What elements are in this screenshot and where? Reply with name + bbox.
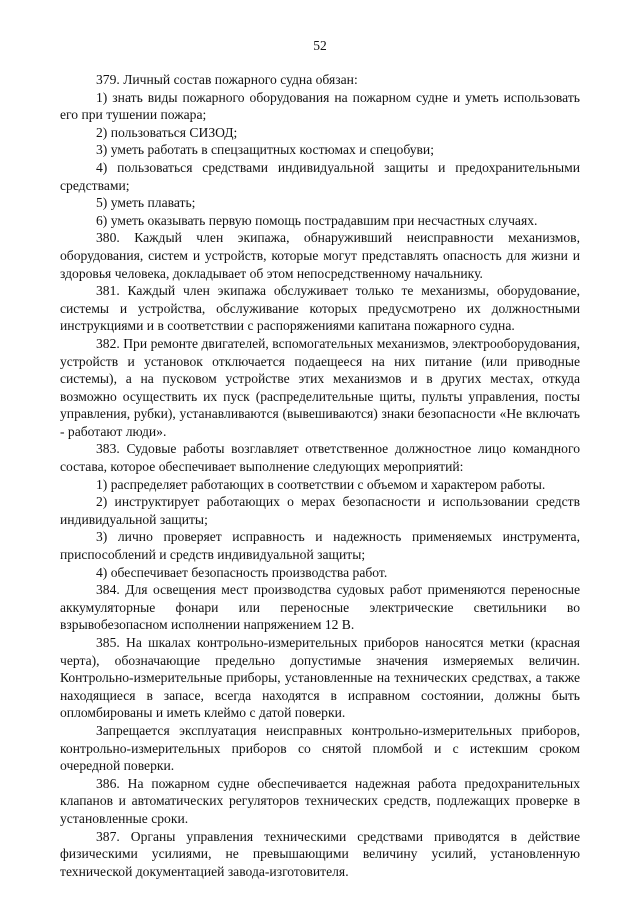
clause-384: 384. Для освещения мест производства судовых работ применяются переносные аккумуляторные фонари или переносные электрические светильники во взрывобезопасном исполнении напряжением 12 В. xyxy=(60,582,580,633)
clause-380: 380. Каждый член экипажа, обнаруживший неисправности механизмов, оборудования, систем и устройств, которые могут представлять опасность для жизни и здоровья человека, докладывает об этом непосредственному начальнику. xyxy=(60,230,580,281)
page-number: 52 xyxy=(313,38,327,53)
clause-379-item-1: 1) знать виды пожарного оборудования на пожарном судне и уметь использовать его при тушении пожара; xyxy=(60,89,580,123)
clause-383-intro: 383. Судовые работы возглавляет ответственное должностное лицо командного состава, которое обеспечивает выполнение следующих мероприятий: xyxy=(60,441,580,475)
clause-379-item-3: 3) уметь работать в спецзащитных костюмах и спецобуви; xyxy=(96,142,434,158)
clause-379-item-5: 5) уметь плавать; xyxy=(96,195,196,211)
document-body xyxy=(60,71,580,880)
clause-383-item-2: 2) инструктирует работающих о мерах безопасности и использовании средств индивидуальной защиты; xyxy=(60,494,580,527)
clause-383-item-3: 3) лично проверяет исправность и надежность применяемых инструмента, приспособлений и средств индивидуальной защиты; xyxy=(60,529,580,563)
clause-385: 385. На шкалах контрольно-измерительных приборов наносятся метки (красная черта), обозначающие предельно допустимые значения измеряемых величин. Контрольно-измерительные приборы, установленные на технических средствах, а также находящиеся в запасе, всегда находятся в исправном состоянии, должны быть опломбированы и иметь клеймо с датой поверки. xyxy=(60,635,580,721)
clause-379-item-2: 2) пользоваться СИЗОД; xyxy=(96,124,238,140)
clause-385-prohibition: Запрещается эксплуатация неисправных контрольно-измерительных приборов, контрольно-измерительных приборов со снятой пломбой и с истекшим сроком очередной поверки. xyxy=(60,722,580,774)
clause-379-intro: 379. Личный состав пожарного судна обязан: xyxy=(96,72,358,87)
clause-386: 386. На пожарном судне обеспечивается надежная работа предохранительных клапанов и автоматических регуляторов технических средств, подлежащих проверке в установленные сроки. xyxy=(60,775,580,826)
clause-387: 387. Органы управления техническими средствами приводятся в действие физическими усилиями, не превышающими величину усилий, установленную технической документацией завода-изготовителя. xyxy=(60,828,580,879)
clause-382: 382. При ремонте двигателей, вспомогательных механизмов, электрооборудования, устройств и установок отключается подаещееся на них питание (или приводные системы), а на пусковом устройстве этих механизмов и в других местах, откуда возможно осуществить их пуск (распределительные щиты, пульты управления, посты управления, рубки), устанавливаются (вывешиваются) знаки безопасности «Не включать - работают люди». xyxy=(60,335,580,439)
clause-379-item-6: 6) уметь оказывать первую помощь пострадавшим при несчастных случаях. xyxy=(96,212,538,228)
clause-379-item-4: 4) пользоваться средствами индивидуальной защиты и предохранительными средствами; xyxy=(60,159,580,193)
clause-381: 381. Каждый член экипажа обслуживает только те механизмы, оборудование, системы и устройства, обслуживание которых предусмотрено их должностными инструкциями и в соответствии с распоряжениями капитана пожарного судна. xyxy=(60,283,580,334)
clause-383-item-4: 4) обеспечивает безопасность производства работ. xyxy=(96,564,388,580)
clause-383-item-1: 1) распределяет работающих в соответствии с объемом и характером работы. xyxy=(96,476,546,492)
